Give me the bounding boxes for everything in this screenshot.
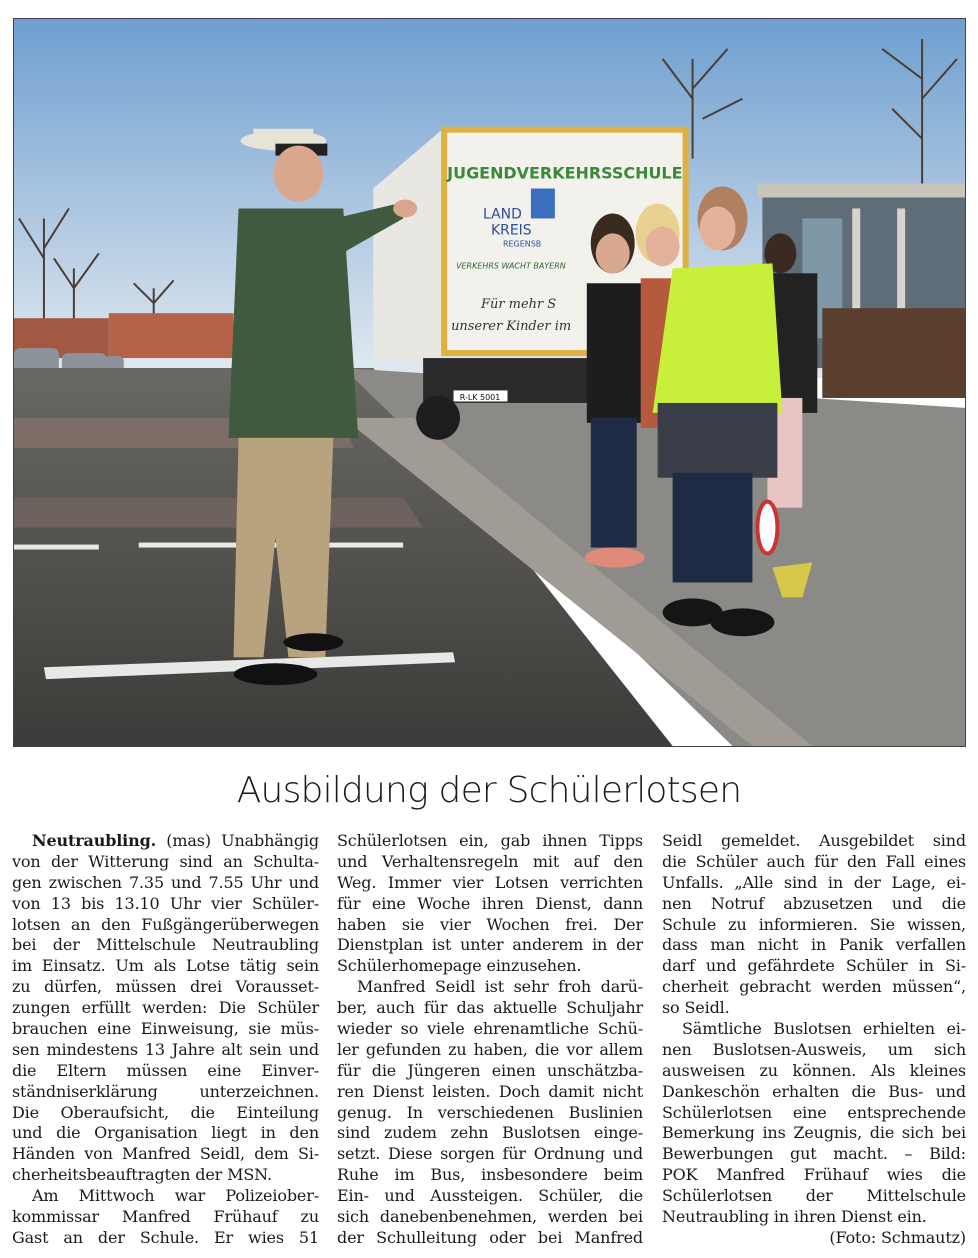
article-column-1 xyxy=(12,831,319,1249)
text-line: für eine Woche ihren Dienst, dann xyxy=(337,893,643,913)
truck-title: JUGENDVERKEHRSSCHULE xyxy=(447,163,683,183)
text-line: Gast an der Schule. Er wies 51 xyxy=(12,1227,319,1247)
text-line: Unfalls. „Alle sind in der Lage, ei- xyxy=(662,872,966,892)
text-line: Bemerkung ins Zeugnis, die sich bei xyxy=(662,1123,966,1143)
article-column-2 xyxy=(337,831,643,1249)
text-line: von 13 bis 13.10 Uhr vier Schüler- xyxy=(12,893,319,913)
article-column-3 xyxy=(662,831,966,1249)
text-line: Schülerlotsen ein, gab ihnen Tipps xyxy=(337,831,643,850)
text-line: ler gefunden zu haben, die vor allem xyxy=(337,1039,643,1059)
text-line: Bewerbungen gut macht. – Bild: xyxy=(662,1144,966,1164)
text-line: kommissar Manfred Frühauf zu xyxy=(12,1207,319,1227)
text-line: und die Organisation liegt in den xyxy=(12,1123,319,1143)
text-line: Schule zu informieren. Sie wissen, xyxy=(662,914,966,934)
text-line: zu dürfen, müssen drei Vorausset- xyxy=(12,977,319,997)
bavaria-flag-icon xyxy=(531,189,555,219)
houses xyxy=(109,313,234,358)
text-line: sind zudem zehn Buslotsen einge- xyxy=(337,1123,643,1143)
text-line: cherheitsbeauftragten der MSN. xyxy=(12,1165,272,1185)
text-line: ständniserklärung unterzeichnen. xyxy=(12,1081,319,1101)
text-line-rest: (mas) Unabhängig xyxy=(156,831,319,850)
text-line: Schülerlotsen der Mittelschule xyxy=(662,1186,966,1206)
text-line: Ein- und Aussteigen. Schüler, die xyxy=(337,1186,643,1206)
text-line: für die Jüngeren einen unschätzba- xyxy=(337,1060,643,1080)
text-line: Seidl gemeldet. Ausgebildet sind xyxy=(662,831,966,850)
text-line: cherheit gebracht werden müssen“, xyxy=(662,977,966,997)
article-photo xyxy=(13,18,966,747)
truck-slogan: Für mehr S xyxy=(481,297,557,313)
text-line: im Einsatz. Um als Lotse tätig sein xyxy=(12,956,319,976)
text-line: brauchen eine Einweisung, sie müs- xyxy=(12,1019,319,1039)
text-line: genug. In verschiedenen Buslinien xyxy=(337,1102,643,1122)
text-line: wieder so viele ehrenamtliche Schü- xyxy=(337,1019,643,1039)
text-line: ber, auch für das aktuelle Schuljahr xyxy=(337,998,643,1018)
text-line: Neutraubling in ihren Dienst ein. xyxy=(662,1207,927,1227)
stop-sign-paddle xyxy=(757,502,777,554)
text-line: nen Buslotsen-Ausweis, um sich xyxy=(662,1039,966,1059)
text-line: sen mindestens 13 Jahre alt sein und xyxy=(12,1039,319,1059)
text-line: haben sie vier Wochen frei. Der xyxy=(337,914,643,934)
article-headline: Ausbildung der Schülerlotsen xyxy=(236,770,742,811)
text-line: die Eltern müssen eine Einver- xyxy=(12,1060,319,1080)
text-line: Manfred Seidl ist sehr froh darü- xyxy=(357,977,643,997)
text-line: Die Oberaufsicht, die Einteilung xyxy=(12,1102,319,1122)
text-line: Am Mittwoch war Polizeiober- xyxy=(32,1186,319,1206)
truck-landkreis-2: KREIS xyxy=(490,222,532,239)
photo-credit: (Foto: Schmautz) xyxy=(829,1227,966,1247)
dateline: Neutraubling. xyxy=(32,831,157,850)
truck-slogan-2: unserer Kinder im xyxy=(451,319,572,335)
text-line: zungen erfüllt werden: Die Schüler xyxy=(12,998,319,1018)
text-line: und Verhaltensregeln mit auf den xyxy=(337,851,643,871)
text-line: sich danebenbenehmen, werden bei xyxy=(337,1207,643,1227)
text-line: Dankeschön erhalten die Bus- und xyxy=(662,1081,966,1101)
text-line: POK Manfred Frühauf wies die xyxy=(662,1165,966,1185)
text-line: ausweisen zu können. Als kleines xyxy=(662,1060,966,1080)
text-line: ren Dienst leisten. Doch damit nicht xyxy=(337,1081,643,1101)
text-line: darf und gefährdete Schüler in Si- xyxy=(662,956,966,976)
photo-scene xyxy=(14,19,965,746)
truck-landkreis: LAND xyxy=(483,206,522,223)
text-line: lotsen an den Fußgängerüberwegen xyxy=(12,914,319,934)
text-line: Schülerhomepage einzusehen. xyxy=(337,956,582,976)
text-line: so Seidl. xyxy=(662,998,730,1018)
text-line: Schülerlotsen eine entsprechende xyxy=(662,1102,966,1122)
text-line: Händen von Manfred Seidl, dem Si- xyxy=(12,1144,319,1164)
text-line: Dienstplan ist unter anderem in der xyxy=(337,935,643,955)
text-line: von der Witterung sind an Schulta- xyxy=(12,851,319,871)
text-line: Ruhe im Bus, insbesondere beim xyxy=(337,1165,643,1185)
truck-verkehrswacht: VERKEHRS WACHT BAYERN xyxy=(456,261,566,271)
text-line: Weg. Immer vier Lotsen verrichten xyxy=(337,872,643,892)
text-line: dass man nicht in Panik verfallen xyxy=(662,935,966,955)
text-line: bei der Mittelschule Neutraubling xyxy=(12,935,319,955)
text-line: der Schulleitung oder bei Manfred xyxy=(337,1227,643,1247)
truck-landkreis-3: REGENSB xyxy=(502,239,542,249)
text-line: setzt. Diese sorgen für Ordnung und xyxy=(337,1144,643,1164)
truck-plate: R-LK 5001 xyxy=(459,392,501,402)
text-line: gen zwischen 7.35 und 7.55 Uhr und xyxy=(12,872,319,892)
text-line: die Schüler auch für den Fall eines xyxy=(662,851,966,871)
text-line: Sämtliche Buslotsen erhielten ei- xyxy=(682,1019,966,1039)
text-line xyxy=(12,831,319,852)
text-line: nen Notruf abzusetzen und die xyxy=(662,893,966,913)
